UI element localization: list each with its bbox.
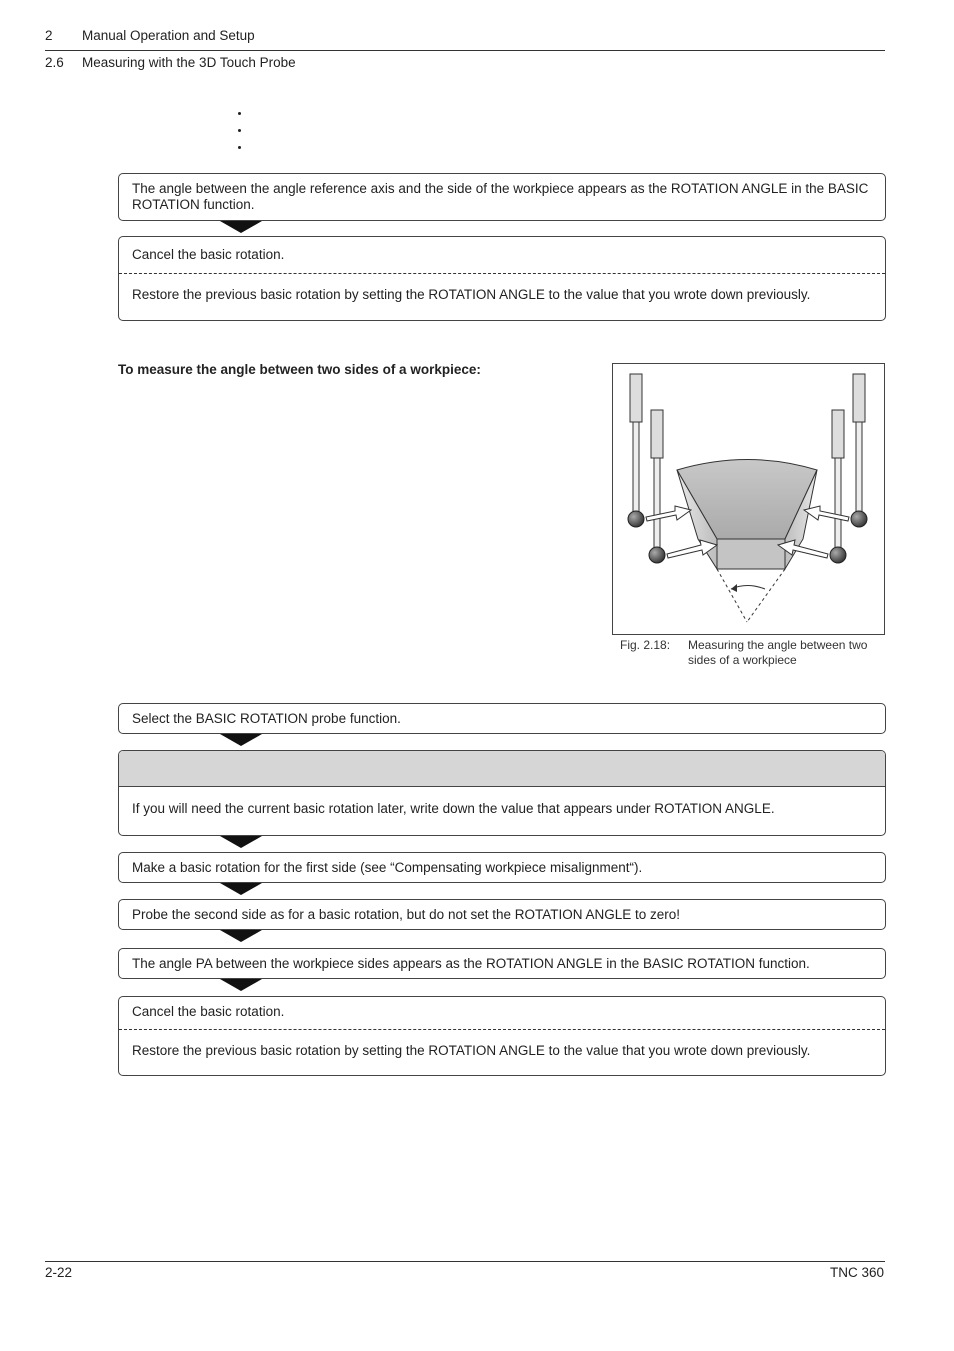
probe-right-inner [830, 410, 846, 563]
section-number: 2.6 [45, 55, 64, 70]
step-text-cancel: Cancel the basic rotation. [132, 1004, 285, 1019]
step-text: Make a basic rotation for the first side (see “Compensating workpiece misalignment“). [132, 860, 643, 875]
step-box-select-function [118, 703, 886, 734]
step-box-cancel-restore [118, 236, 886, 321]
step-text-restore: Restore the previous basic rotation by setting the ROTATION ANGLE to the value that you wrote down previously. [132, 287, 811, 302]
probe-left-inner [649, 410, 665, 563]
step-text-cancel: Cancel the basic rotation. [132, 247, 285, 262]
step-text: Probe the second side as for a basic rotation, but do not set the ROTATION ANGLE to zero! [132, 907, 681, 922]
page-number: 2-22 [45, 1265, 73, 1280]
figure-caption-text: Measuring the angle between two sides of a workpiece [688, 638, 868, 667]
flow-arrow [220, 221, 262, 233]
probe-left-outer [628, 374, 644, 527]
flow-arrow [220, 979, 262, 991]
probe-right-outer [851, 374, 867, 527]
figure-frame [612, 363, 885, 635]
footer-rule [45, 1261, 885, 1262]
probe-illustration [613, 364, 884, 634]
flow-arrow [220, 836, 262, 848]
step-box-angle-pa [118, 948, 886, 979]
section-heading: To measure the angle between two sides of a workpiece: [118, 362, 481, 377]
step-box-first-side [118, 852, 886, 883]
flow-arrow [220, 734, 262, 746]
step-text: Select the BASIC ROTATION probe function. [132, 711, 401, 726]
flow-arrow [220, 930, 262, 942]
step-text: If you will need the current basic rotation later, write down the value that appears under ROTATION ANGLE. [132, 801, 775, 816]
chapter-number: 2 [45, 28, 53, 43]
step-text: The angle PA between the workpiece sides appears as the ROTATION ANGLE in the BASIC ROTATION function. [132, 956, 810, 971]
flow-arrow [220, 883, 262, 895]
figure-label: Fig. 2.18: [620, 638, 671, 652]
step-box-rotation-angle [118, 173, 886, 221]
softkey-bar [119, 751, 885, 787]
section-title: Measuring with the 3D Touch Probe [82, 55, 296, 70]
step-text: The angle between the angle reference axis and the side of the workpiece appears as the ROTATION ANGLE in the BASIC ROTATION function. [132, 181, 869, 212]
step-box-cancel-restore-2 [118, 996, 886, 1076]
step-text-restore: Restore the previous basic rotation by setting the ROTATION ANGLE to the value that you wrote down previously. [132, 1043, 811, 1058]
step-box-write-down [118, 750, 886, 836]
section-header [45, 55, 296, 70]
continuation-dots [238, 112, 246, 163]
step-box-second-side [118, 899, 886, 930]
chapter-title: Manual Operation and Setup [82, 28, 255, 43]
product-name: TNC 360 [829, 1265, 884, 1280]
chapter-header [45, 28, 255, 43]
header-rule [45, 50, 885, 51]
